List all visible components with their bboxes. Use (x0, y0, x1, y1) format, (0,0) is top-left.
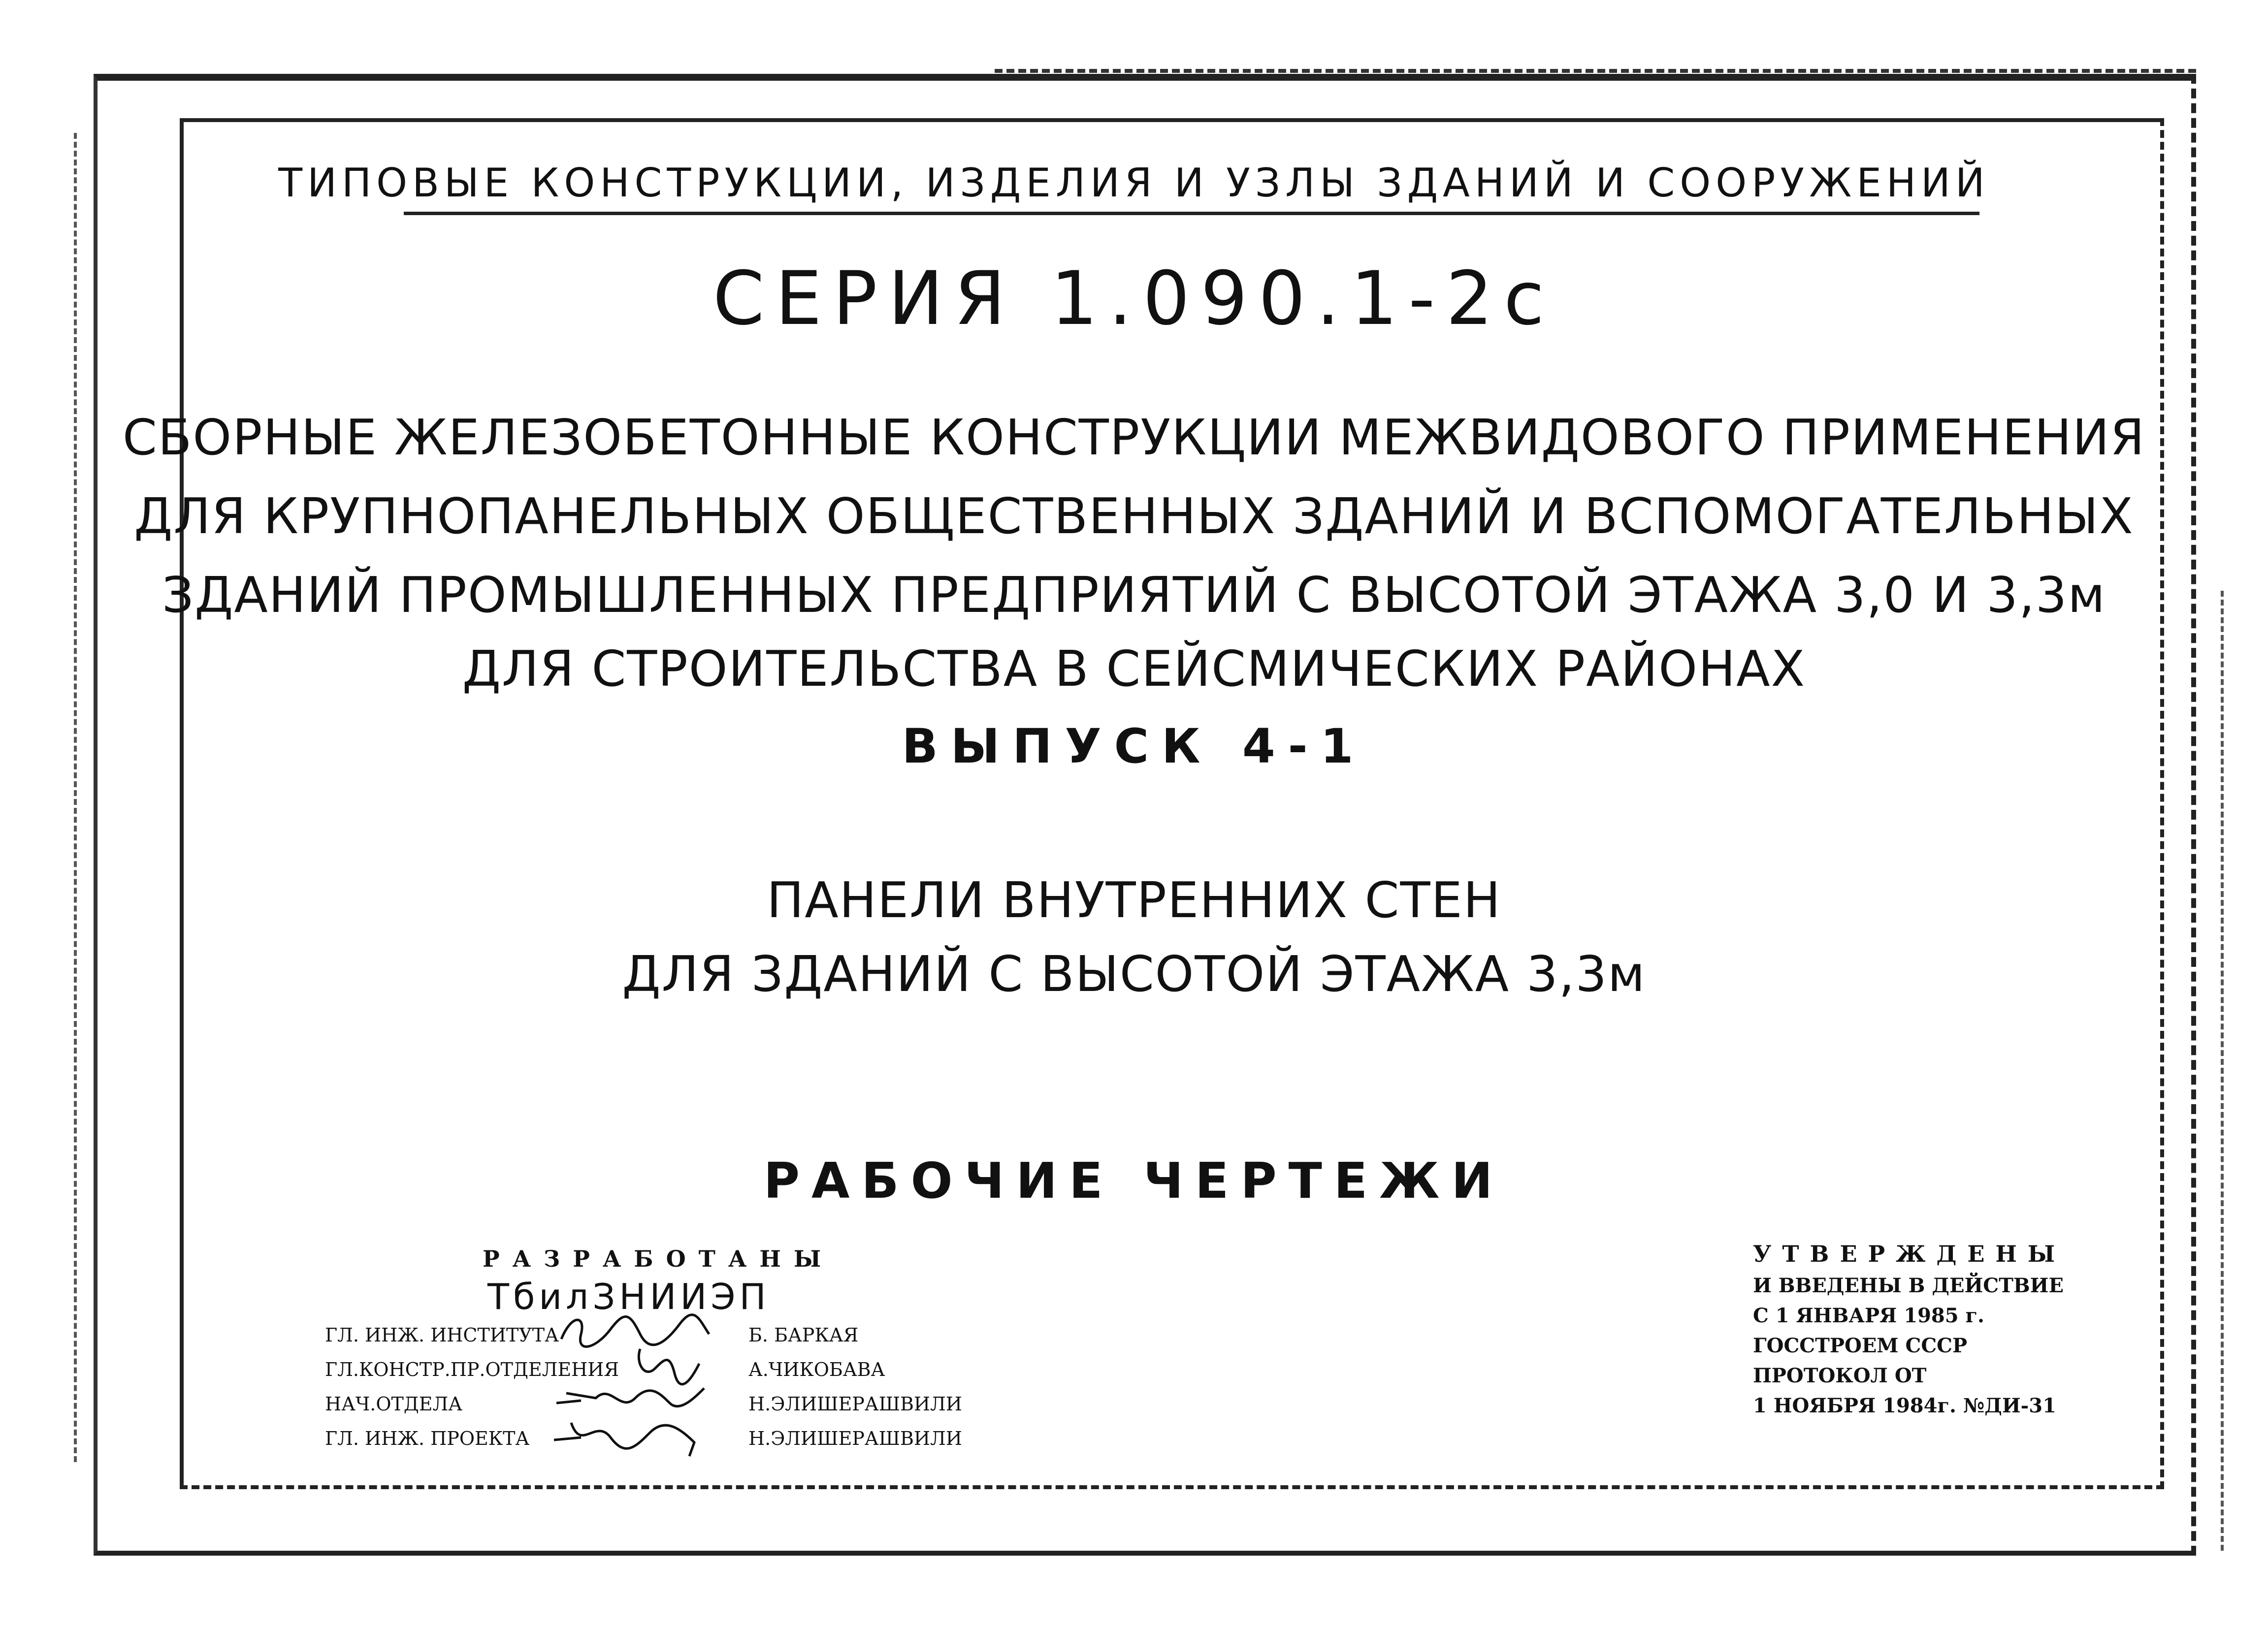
approval-line: ГОССТРОЕМ СССР (1753, 1334, 1968, 1357)
approval-line: И ВВЕДЕНЫ В ДЕЙСТВИЕ (1753, 1274, 2064, 1297)
staff-name: Н.ЭЛИШЕРАШВИЛИ (748, 1393, 962, 1415)
series-title: СЕРИЯ 1.090.1-2с (713, 256, 1555, 342)
top-border-line (995, 69, 2196, 73)
document-type: РАБОЧИЕ ЧЕРТЕЖИ (763, 1152, 1505, 1210)
staff-name: Н.ЭЛИШЕРАШВИЛИ (748, 1428, 962, 1449)
subject-line: ДЛЯ ЗДАНИЙ С ВЫСОТОЙ ЭТАЖА 3,3м (622, 945, 1646, 1003)
approval-line: С 1 ЯНВАРЯ 1985 г. (1753, 1304, 1984, 1327)
issue-number: ВЫПУСК 4-1 (902, 719, 1366, 774)
staff-role: ГЛ. ИНЖ. ИНСТИТУТА (325, 1324, 559, 1346)
header-underline (404, 212, 1979, 215)
header-title: ТИПОВЫЕ КОНСТРУКЦИИ, ИЗДЕЛИЯ И УЗЛЫ ЗДАНИЙ И СООРУЖЕНИЙ (278, 160, 1990, 206)
developer-organization: ТбилЗНИИЭП (487, 1276, 770, 1317)
staff-role: НАЧ.ОТДЕЛА (325, 1393, 462, 1415)
description-line: ЗДАНИЙ ПРОМЫШЛЕННЫХ ПРЕДПРИЯТИЙ С ВЫСОТОЙ ЭТАЖА 3,0 И 3,3м (162, 566, 2106, 624)
staff-role: ГЛ.КОНСТР.ПР.ОТДЕЛЕНИЯ (325, 1359, 619, 1380)
description-line: ДЛЯ КРУПНОПАНЕЛЬНЫХ ОБЩЕСТВЕННЫХ ЗДАНИЙ И ВСПОМОГАТЕЛЬНЫХ (134, 487, 2134, 545)
subject-line: ПАНЕЛИ ВНУТРЕННИХ СТЕН (767, 871, 1501, 929)
description-line: ДЛЯ СТРОИТЕЛЬСТВА В СЕЙСМИЧЕСКИХ РАЙОНАХ (462, 640, 1806, 698)
approval-block (1753, 1241, 2066, 1417)
description-line: СБОРНЫЕ ЖЕЛЕЗОБЕТОННЫЕ КОНСТРУКЦИИ МЕЖВИДОВОГО ПРИМЕНЕНИЯ (122, 409, 2146, 466)
approval-line: ПРОТОКОЛ ОТ (1753, 1364, 1927, 1387)
approval-line: 1 НОЯБРЯ 1984г. №ДИ-31 (1753, 1394, 2056, 1417)
staff-role: ГЛ. ИНЖ. ПРОЕКТА (325, 1428, 530, 1449)
staff-name: Б. БАРКАЯ (748, 1324, 859, 1346)
developers-title: РАЗРАБОТАНЫ (483, 1245, 834, 1272)
signature (551, 1413, 714, 1457)
approval-title: УТВЕРЖДЕНЫ (1753, 1241, 2066, 1267)
staff-name: А.ЧИКОБАВА (748, 1359, 885, 1380)
